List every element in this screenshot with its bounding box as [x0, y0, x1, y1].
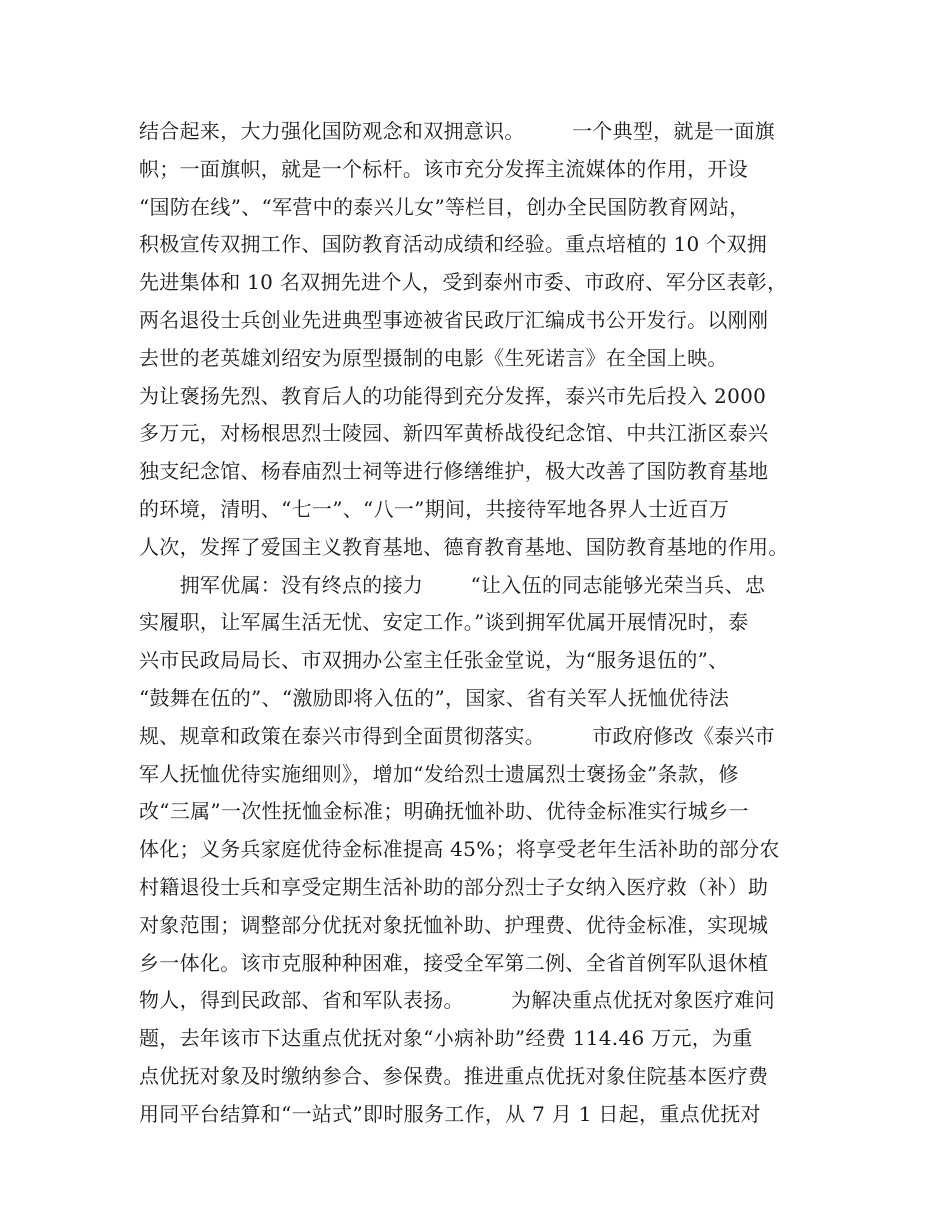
text-line: 对象范围；调整部分优抚对象抚恤补助、护理费、优待金标准，实现城: [139, 912, 769, 937]
text-line: 去世的老英雄刘绍安为原型摄制的电影《生死诺言》在全国上映。: [139, 345, 775, 370]
text-line: 军人抚恤优待实施细则》，增加“发给烈士遗属烈士褒扬金”条款，修: [139, 761, 739, 786]
text-line: 体化；义务兵家庭优待金标准提高 45%；将享受老年生活补助的部分农: [139, 837, 780, 862]
text-line: 两名退役士兵创业先进典型事迹被省民政厅汇编成书公开发行。以刚刚: [139, 307, 769, 332]
text-line: 物人，得到民政部、省和军队表扬。 为解决重点优抚对象医疗难问: [139, 988, 775, 1013]
text-line: 规、规章和政策在泰兴市得到全面贯彻落实。 市政府修改《泰兴市: [139, 723, 775, 748]
text-line: 兴市民政局局长、市双拥办公室主任张金堂说，为“服务退伍的”、: [139, 648, 729, 673]
text-line: 积极宣传双拥工作、国防教育活动成绩和经验。重点培植的 10 个双拥: [139, 232, 768, 257]
text-line: 先进集体和 10 名双拥先进个人，受到泰州市委、市政府、军分区表彰，: [139, 270, 788, 295]
text-line: 结合起来，大力强化国防观念和双拥意识。 一个典型，就是一面旗: [139, 119, 775, 143]
text-line: “国防在线”、“军营中的泰兴儿女”等栏目，创办全民国防教育网站，: [139, 194, 750, 219]
text-line: 拥军优属：没有终点的接力 “让入伍的同志能够光荣当兵、忠: [139, 572, 766, 597]
text-line: 题，去年该市下达重点优抚对象“小病补助”经费 114.46 万元，为重: [139, 1026, 753, 1051]
text-line: 独支纪念馆、杨春庙烈士祠等进行修缮维护，极大改善了国防教育基地: [139, 459, 769, 484]
body-text: [139, 113, 829, 1134]
text-line: 乡一体化。该市克服种种困难，接受全军第二例、全省首例军队退休植: [139, 950, 769, 975]
text-line: “鼓舞在伍的”、“激励即将入伍的”，国家、省有关军人抚恤优待法: [139, 685, 730, 710]
text-line: 的环境，清明、“七一”、“八一”期间，共接待军地各界人士近百万: [139, 496, 730, 521]
text-line: 人次，发挥了爱国主义教育基地、德育教育基地、国防教育基地的作用。: [139, 534, 789, 559]
text-line: 用同平台结算和“一站式”即时服务工作，从 7 月 1 日起，重点优抚对: [139, 1101, 761, 1126]
text-line: 改“三属”一次性抚恤金标准；明确抚恤补助、优待金标准实行城乡一: [139, 799, 749, 824]
text-line: 帜；一面旗帜，就是一个标杆。该市充分发挥主流媒体的作用，开设: [139, 156, 748, 181]
text-line: 多万元，对杨根思烈士陵园、新四军黄桥战役纪念馆、中共江浙区泰兴: [139, 421, 769, 446]
text-line: 为让褒扬先烈、教育后人的功能得到充分发挥，泰兴市先后投入 2000: [139, 383, 767, 408]
text-line: 点优抚对象及时缴纳参合、参保费。推进重点优抚对象住院基本医疗费: [139, 1063, 769, 1088]
text-line: 实履职，让军属生活无忧、安定工作。”谈到拥军优属开展情况时，泰: [139, 610, 749, 635]
text-line: 村籍退役士兵和享受定期生活补助的部分烈士子女纳入医疗救（补）助: [139, 874, 769, 899]
